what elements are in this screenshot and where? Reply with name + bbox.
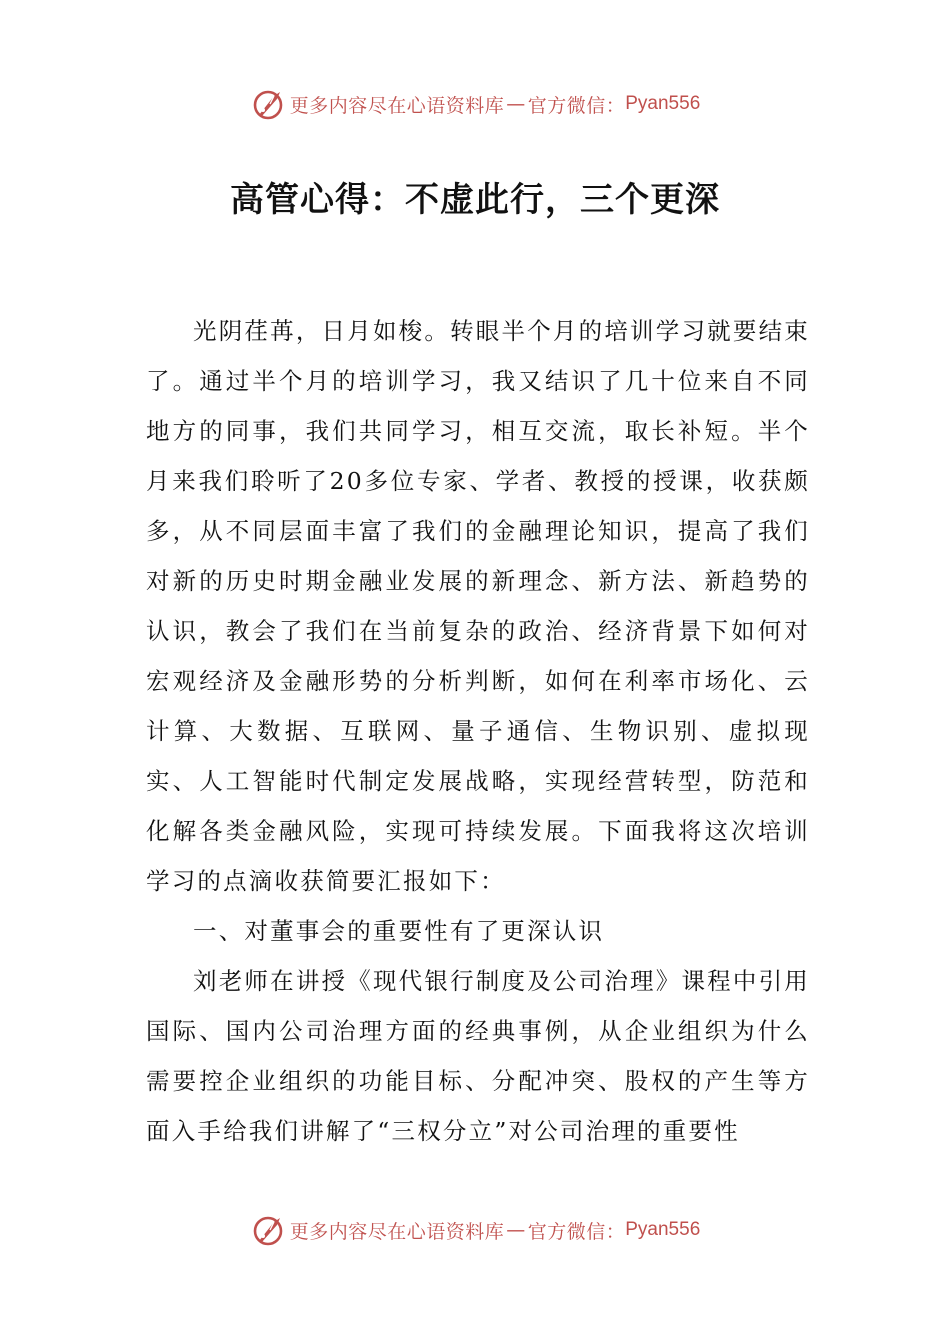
section-heading: 一、对董事会的重要性有了更深认识 — [193, 917, 605, 945]
quill-logo-icon — [250, 86, 286, 122]
footer-dash: — — [506, 1219, 526, 1241]
header-wechat-label: 官方微信： — [527, 94, 626, 117]
footer-wechat-label: 官方微信： — [527, 1220, 626, 1243]
document-title: 高管心得：不虚此行，三个更深 — [230, 180, 720, 220]
quill-logo-icon — [250, 1212, 286, 1248]
intro-paragraph: 光阴荏苒，日月如梭。转眼半个月的培训学习就要结束了。通过半个月的培训学习，我又结识了几十位来自不同地方的同事，我们共同学习，相互交流，取长补短。半个月来我们聆听了20多位专家、学者、教授的授课，收获颇多，从不同层面丰富了我们的金融理论知识，提高了我们对新的历史时期金融业发展的新理念、新方法、新趋势的认识，教会了我们在当前复杂的政治、经济背景下如何对宏观经济及金融形势的分析判断，如何在利率市场化、云计算、大数据、互联网、量子通信、生物识别、虚拟现实、人工智能时代制定发展战略，实现经营转型，防范和化解各类金融风险，实现可持续发展。下面我将这次培训学习的点滴收获简要汇报如下： — [146, 317, 810, 895]
footer-banner — [0, 1210, 950, 1250]
document-body — [146, 306, 810, 1156]
section-paragraph: 刘老师在讲授《现代银行制度及公司治理》课程中引用国际、国内公司治理方面的经典事例，从企业组织为什么需要控企业组织的功能目标、分配冲突、股权的产生等方面入手给我们讲解了“三权分立”对公司治理的重要性 — [146, 967, 810, 1145]
header-dash: — — [506, 93, 526, 115]
header-wechat-id: Pyan556 — [625, 93, 701, 114]
footer-site-text: 更多内容尽在心语资料库 — [289, 1220, 505, 1243]
header-site-text: 更多内容尽在心语资料库 — [289, 94, 505, 117]
footer-wechat-id: Pyan556 — [625, 1219, 701, 1240]
header-banner — [0, 84, 950, 124]
